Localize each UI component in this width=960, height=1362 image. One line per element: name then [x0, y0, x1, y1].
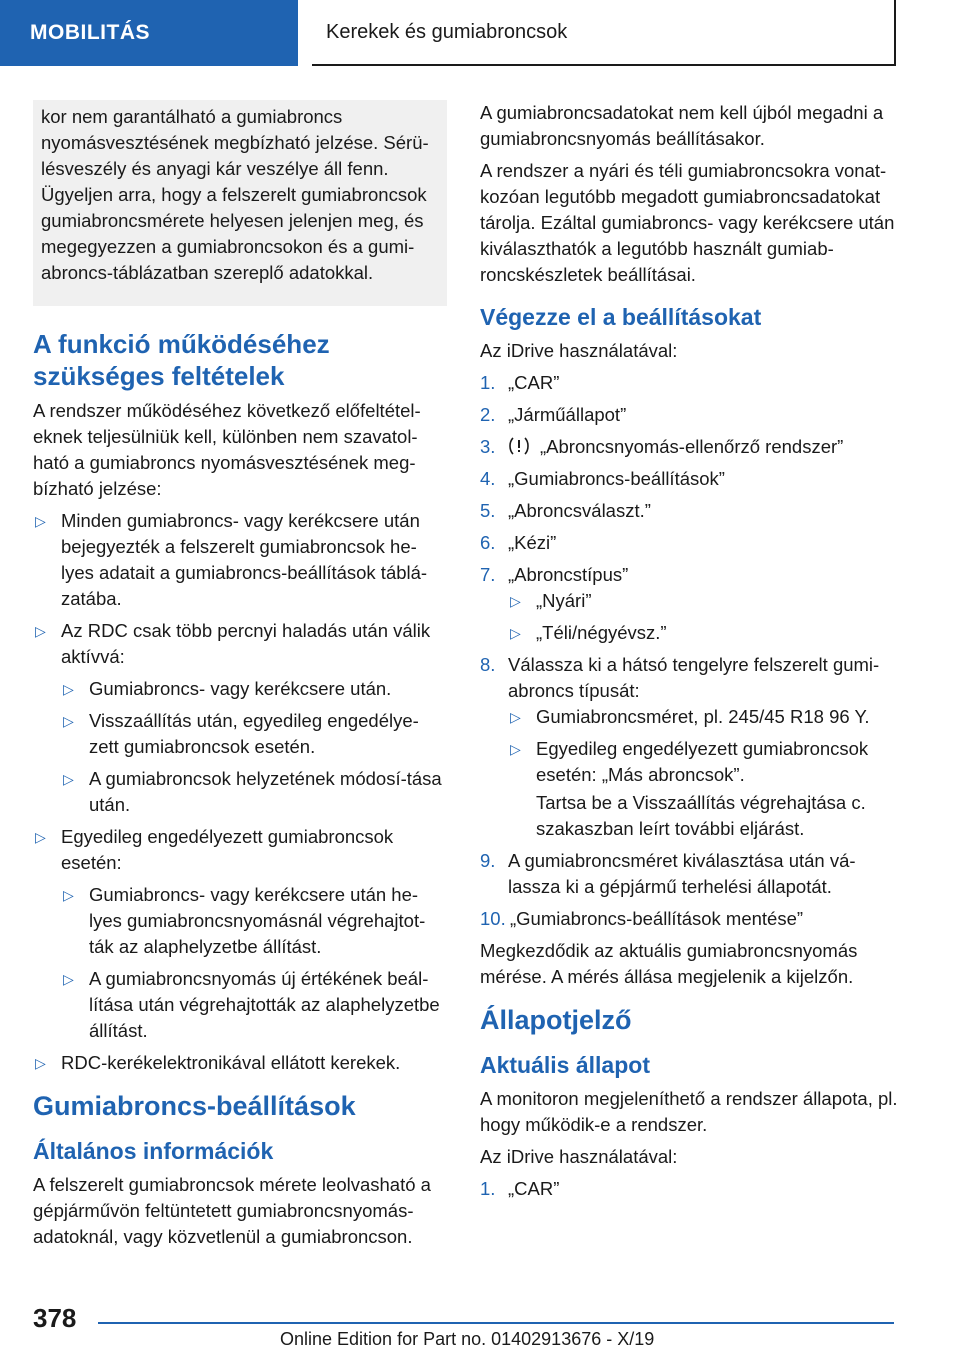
list-item: ▷ Minden gumiabroncs- vagy kerékcsere után bejegyezték a felszerelt gumiabroncsok he-lyes adatait a gumiabroncs-beállítások táblá-zatába. — [35, 510, 428, 609]
sub-list — [508, 704, 898, 842]
tire-pressure-warning-icon — [508, 436, 530, 456]
step-item: 8. Válassza ki a hátsó tengelyre felszerelt gumi-abroncs típusát: ▷ Gumiabroncsméret, pl. 245/45 R18 96 Y. ▷ Egyedileg engedélyezett gumiabroncsok esetén: „Más abroncsok”. Tartsa be a Visszaállítás végrehajtása c. szakaszban leírt további eljárást. — [480, 652, 898, 842]
general-text: A felszerelt gumiabroncsok mérete leolvasható a gépjárművön feltüntetett gumiabroncsnyomás-adatoknál, vagy közvetlenül a gumiabroncson. — [33, 1174, 431, 1247]
triangle-bullet-icon: ▷ — [510, 709, 521, 725]
triangle-bullet-icon: ▷ — [510, 625, 521, 641]
warning-line: lésveszély és anyagi kár veszélye áll fenn. — [41, 158, 389, 179]
step-item: 6. „Kézi” — [480, 532, 557, 553]
list-item: ▷ A gumiabroncsok helyzetének módosí-tása után. — [63, 768, 442, 815]
triangle-bullet-icon: ▷ — [63, 681, 74, 697]
triangle-bullet-icon: ▷ — [35, 513, 46, 529]
steps-list — [480, 370, 898, 932]
list-item: ▷ A gumiabroncsnyomás új értékének beál-lítása után végrehajtották az alaphelyzetbe állítást. — [63, 968, 440, 1041]
warning-line: gumiabroncsmérete helyesen jelenjen meg, és — [41, 210, 424, 231]
left-column — [33, 100, 447, 1256]
list-item: ▷ Gumiabroncsméret, pl. 245/45 R18 96 Y. — [508, 704, 898, 730]
warning-line: Ügyeljen arra, hogy a felszerelt gumiabroncsok — [41, 184, 427, 205]
paragraph: A gumiabroncsadatokat nem kell újból megadni a gumiabroncsnyomás beállításakor. — [480, 102, 884, 149]
list-item: ▷ RDC-kerékelektronikával ellátott kerekek. — [33, 1050, 447, 1076]
triangle-bullet-icon: ▷ — [35, 623, 46, 639]
warning-box — [33, 100, 447, 306]
triangle-bullet-icon: ▷ — [63, 971, 74, 987]
warning-line: kor nem garantálható a gumiabroncs — [41, 106, 343, 127]
triangle-bullet-icon: ▷ — [35, 1055, 46, 1071]
step-note: Tartsa be a Visszaállítás végrehajtása c. szakaszban leírt további eljárást. — [536, 792, 866, 839]
idrive-intro: Az iDrive használatával: — [480, 1146, 678, 1167]
page-number: 378 — [33, 1303, 77, 1333]
heading-conditions: A funkció működéséhez szükséges feltételek — [33, 329, 330, 391]
right-column — [480, 100, 898, 1208]
step-item: 9. A gumiabroncsméret kiválasztása után vá-lassza ki a gépjármű terhelési állapotát. — [480, 850, 856, 897]
triangle-bullet-icon: ▷ — [63, 713, 74, 729]
triangle-bullet-icon: ▷ — [63, 771, 74, 787]
section-tab: MOBILITÁS — [0, 0, 298, 66]
heading-current-status: Aktuális állapot — [480, 1052, 650, 1078]
footer-rule — [98, 1322, 894, 1324]
step-item: 3. „Abroncsnyomás-ellenőrző rendszer” — [480, 436, 844, 457]
list-item: ▷ „Nyári” — [508, 588, 898, 614]
step-item: 4. „Gumiabroncs-beállítások” — [480, 468, 725, 489]
status-text: A monitoron megjeleníthető a rendszer állapota, pl. hogy működik-e a rendszer. — [480, 1088, 898, 1135]
step-item: 5. „Abroncsválaszt.” — [480, 500, 651, 521]
list-item: ▷ Az RDC csak több percnyi haladás után válik aktívvá: ▷ Gumiabroncs- vagy kerékcsere után. ▷ Visszaállítás után, egyedileg engedélye-zett gumiabroncsok esetén. ▷ A gumiabroncsok helyzetének módosí-tása után. — [33, 618, 447, 818]
triangle-bullet-icon: ▷ — [63, 887, 74, 903]
chapter-title: Kerekek és gumiabroncsok — [312, 0, 896, 66]
sub-list — [508, 588, 898, 646]
step-item: 1. „CAR” — [480, 372, 560, 393]
list-item: ▷ Visszaállítás után, egyedileg engedélye-zett gumiabroncsok esetén. — [63, 710, 419, 757]
page-footer — [0, 1285, 960, 1362]
warning-line: abroncs-táblázatban szereplő adatokkal. — [41, 262, 374, 283]
measure-text: Megkezdődik az aktuális gumiabroncsnyomás mérése. A mérés állása megjelenik a kijelzőn. — [480, 940, 858, 987]
idrive-intro: Az iDrive használatával: — [480, 340, 678, 361]
heading-general-info: Általános információk — [33, 1138, 274, 1164]
list-item: ▷ Gumiabroncs- vagy kerékcsere után he-lyes gumiabroncsnyomásnál végrehajtot-ták az alaphelyzetbe állítást. — [63, 884, 426, 957]
edition-text: Online Edition for Part no. 01402913676 - X/19 — [280, 1329, 655, 1349]
steps-list — [480, 1176, 898, 1202]
sub-list — [61, 882, 447, 1044]
triangle-bullet-icon: ▷ — [510, 741, 521, 757]
list-item: ▷ „Téli/négyévsz.” — [508, 620, 898, 646]
page-header — [0, 0, 960, 66]
paragraph: A rendszer a nyári és téli gumiabroncsokra vonat-kozóan legutóbb megadott gumiabroncsadatokat tárolja. Ezáltal gumiabroncs- vagy kerékcsere után kiválaszthatók a legutóbb használt gumiab-roncskészletek beállításai. — [480, 160, 895, 285]
list-item: ▷ Egyedileg engedélyezett gumiabroncsok esetén: ▷ Gumiabroncs- vagy kerékcsere után he-lyes gumiabroncsnyomásnál végrehajtot-ták az alaphelyzetbe állítást. ▷ A gumiabroncsnyomás új értékének beál-lítása után végrehajtották az alaphelyzetbe állítást. — [33, 824, 447, 1044]
step-item: 1. „CAR” — [480, 1178, 560, 1199]
triangle-bullet-icon: ▷ — [35, 829, 46, 845]
warning-line: megegyezzen a gumiabroncsokon és a gumi- — [41, 236, 415, 257]
step-item: 10. „Gumiabroncs-beállítások mentése” — [480, 908, 804, 929]
step-item: 7. „Abroncstípus” ▷ „Nyári” ▷ „Téli/négyévsz.” — [480, 562, 898, 646]
list-item: ▷ Gumiabroncs- vagy kerékcsere után. — [61, 676, 447, 702]
heading-status-indicator: Állapotjelző — [480, 1005, 632, 1035]
conditions-list — [33, 508, 447, 1076]
list-item: ▷ Egyedileg engedélyezett gumiabroncsok esetén: „Más abroncsok”. Tartsa be a Visszaállítás végrehajtása c. szakaszban leírt további eljárást. — [508, 736, 898, 842]
sub-list — [61, 676, 447, 818]
warning-line: nyomásvesztésének megbízható jelzése. Sérü- — [41, 132, 429, 153]
triangle-bullet-icon: ▷ — [510, 593, 521, 609]
heading-do-settings: Végezze el a beállításokat — [480, 304, 762, 330]
conditions-intro: A rendszer működéséhez következő előfeltétel-eknek teljesülniük kell, különben nem szavatol-ható a gumiabroncs nyomásvesztésének meg-bízható jelzése: — [33, 400, 421, 499]
heading-tire-settings: Gumiabroncs-beállítások — [33, 1091, 356, 1121]
step-item: 2. „Járműállapot” — [480, 404, 627, 425]
